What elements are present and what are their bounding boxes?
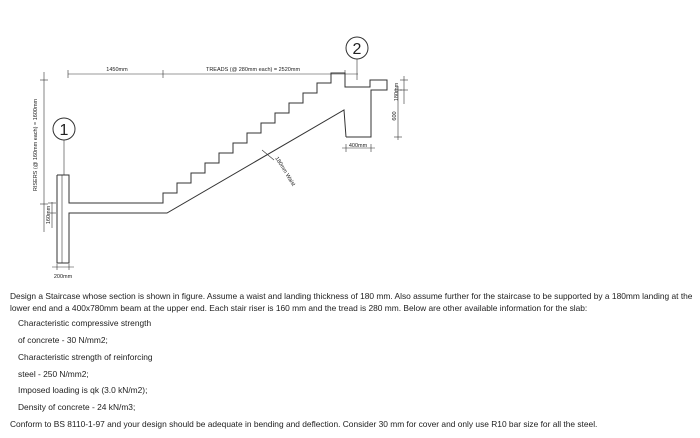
dim-label-160: 160mm <box>46 205 52 225</box>
material-item: Density of concrete - 24 kN/m3; <box>18 401 136 412</box>
dim-label-waist: 180mm Waist <box>273 155 297 188</box>
problem-intro: Design a Staircase whose section is shown in figure. Assume a waist and landing thickness of 180 mm. Also assume further for the staircase to be supported by a 180mm landing at the lower end and a 400x780mm beam at the upper end. Each stair riser is 160 mm and the tread is 280 mm. Below are other available information for the slab: <box>10 291 693 314</box>
dim-label-600: 600 <box>392 111 398 121</box>
dim-label-180: 180mm <box>394 82 400 102</box>
dim-label-risers: RISERS (@ 160mm each) = 1600mm <box>33 98 39 192</box>
problem-statement <box>10 290 694 430</box>
material-item: Characteristic compressive strength <box>18 318 152 329</box>
dim-label-400: 400mm <box>348 143 368 149</box>
material-item: Imposed loading is qk (3.0 kN/m2); <box>18 385 148 396</box>
section-marker-2-label: 2 <box>352 41 362 58</box>
dim-label-treads: TREADS (@ 280mm each) = 2520mm <box>205 67 301 73</box>
material-item: of concrete - 30 N/mm2; <box>18 335 108 346</box>
material-item: Characteristic strength of reinforcing <box>18 351 153 362</box>
dim-label-200: 200mm <box>53 274 73 280</box>
stair-profile <box>57 73 387 203</box>
section-marker-1-label: 1 <box>59 122 69 139</box>
problem-conclusion: Conform to BS 8110-1-97 and your design should be adequate in bending and deflection. Consider 30 mm for cover and only use R10 bar size for all the steel. <box>10 418 598 429</box>
material-item: steel - 250 N/mm2; <box>18 368 89 379</box>
slab-soffit <box>57 110 346 263</box>
dim-label-1450: 1450mm <box>106 67 128 73</box>
